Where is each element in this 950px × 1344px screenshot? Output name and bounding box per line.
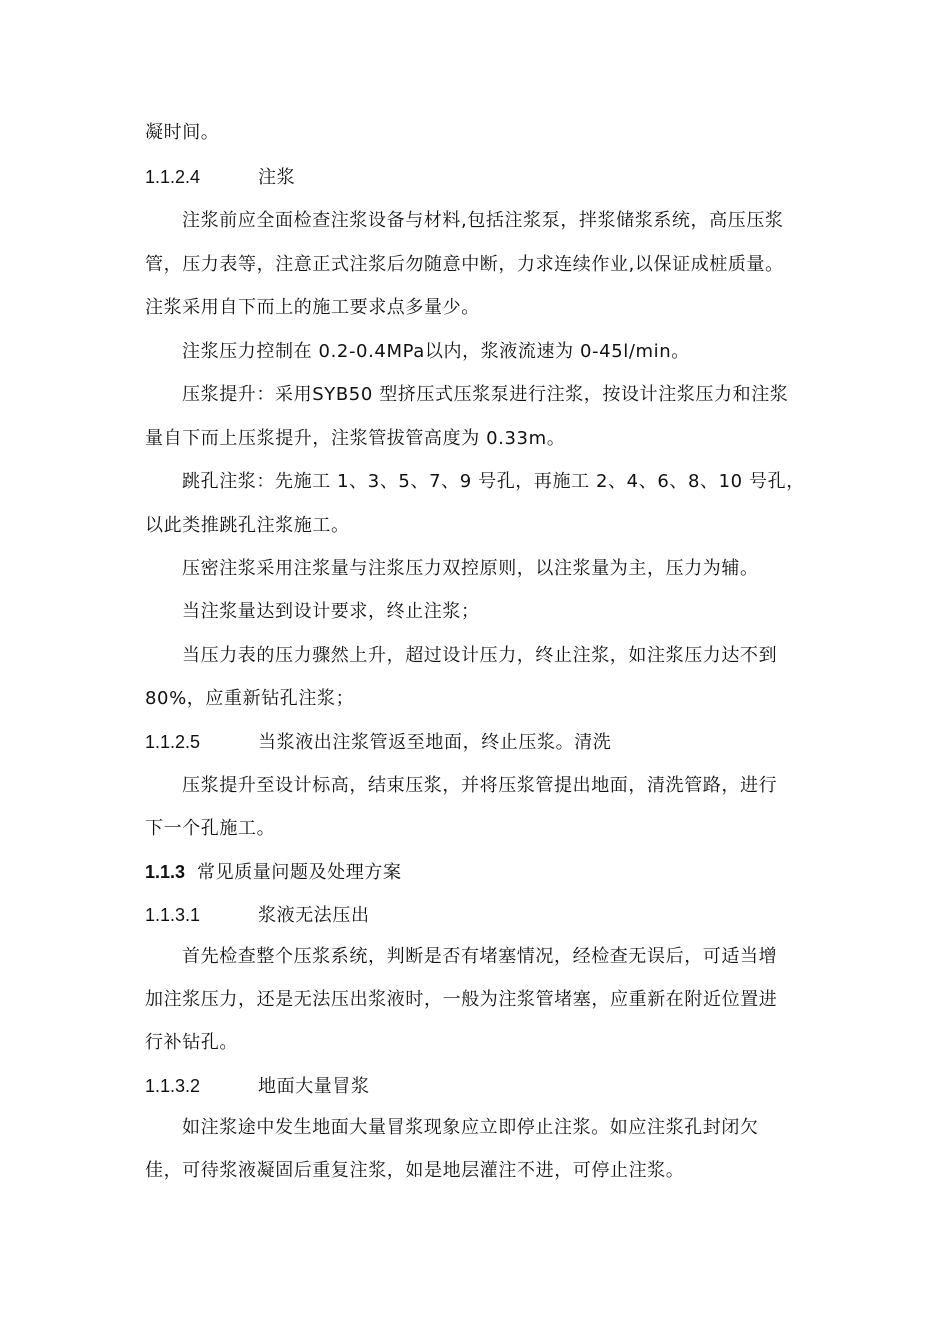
paragraph-line: 管，压力表等，注意正式注浆后勿随意中断，力求连续作业,以保证成桩质量。 xyxy=(145,254,784,275)
paragraph-line: 压浆提升至设计标高，结束压浆，并将压浆管提出地面，清洗管路，进行 xyxy=(182,775,778,796)
paragraph-line: 加注浆压力，还是无法压出浆液时，一般为注浆管堵塞，应重新在附近位置进 xyxy=(145,989,778,1010)
section-number: 1.1.3.1 xyxy=(145,905,201,925)
paragraph-line: 下一个孔施工。 xyxy=(145,818,276,839)
section-heading-1-1-3-2 xyxy=(145,1075,370,1098)
paragraph-line: 如注浆途中发生地面大量冒浆现象应立即停止注浆。如应注浆孔封闭欠 xyxy=(182,1117,759,1138)
paragraph-line: 注浆前应全面检查注浆设备与材料,包括注浆泵，拌浆储浆系统，高压压浆 xyxy=(182,210,784,231)
paragraph-line: 行补钻孔。 xyxy=(145,1032,238,1053)
section-number: 1.1.3 xyxy=(145,862,186,882)
paragraph-line: 量自下而上压浆提升，注浆管拔管高度为 0.33m。 xyxy=(145,428,566,449)
paragraph-line: 注浆采用自下而上的施工要求点多量少。 xyxy=(145,297,480,318)
paragraph-line: 80%，应重新钻孔注浆； xyxy=(145,688,355,709)
paragraph-line: 跳孔注浆：先施工 1、3、5、7、9 号孔，再施工 2、4、6、8、10 号孔， xyxy=(182,471,805,492)
section-heading-1-1-3 xyxy=(145,861,402,884)
section-number: 1.1.2.4 xyxy=(145,167,201,187)
section-number: 1.1.3.2 xyxy=(145,1076,201,1096)
section-title: 注浆 xyxy=(258,167,296,188)
paragraph-line: 首先检查整个压浆系统，判断是否有堵塞情况，经检查无误后，可适当增 xyxy=(182,946,778,967)
section-heading-1-1-2-4 xyxy=(145,166,295,189)
section-heading-1-1-3-1 xyxy=(145,904,370,927)
paragraph-line: 压密注浆采用注浆量与注浆压力双控原则，以注浆量为主，压力为辅。 xyxy=(182,558,759,579)
paragraph-line: 注浆压力控制在 0.2-0.4MPa以内，浆液流速为 0-45l/min。 xyxy=(182,341,690,362)
paragraph-line: 凝时间。 xyxy=(145,122,220,143)
section-number: 1.1.2.5 xyxy=(145,732,201,752)
section-title: 常见质量问题及处理方案 xyxy=(197,862,402,883)
paragraph-line: 当注浆量达到设计要求，终止注浆； xyxy=(182,601,480,622)
paragraph-line: 佳，可待浆液凝固后重复注浆，如是地层灌注不进，可停止注浆。 xyxy=(145,1160,685,1181)
section-title: 地面大量冒浆 xyxy=(258,1076,370,1097)
paragraph-line: 以此类推跳孔注浆施工。 xyxy=(145,515,350,536)
paragraph-line: 当压力表的压力骤然上升，超过设计压力，终止注浆，如注浆压力达不到 xyxy=(182,645,778,666)
section-heading-1-1-2-5 xyxy=(145,731,611,754)
section-title: 当浆液出注浆管返至地面，终止压浆。清洗 xyxy=(258,732,612,753)
section-title: 浆液无法压出 xyxy=(258,905,370,926)
paragraph-line: 压浆提升：采用SYB50 型挤压式压浆泵进行注浆，按设计注浆压力和注浆 xyxy=(182,384,789,405)
